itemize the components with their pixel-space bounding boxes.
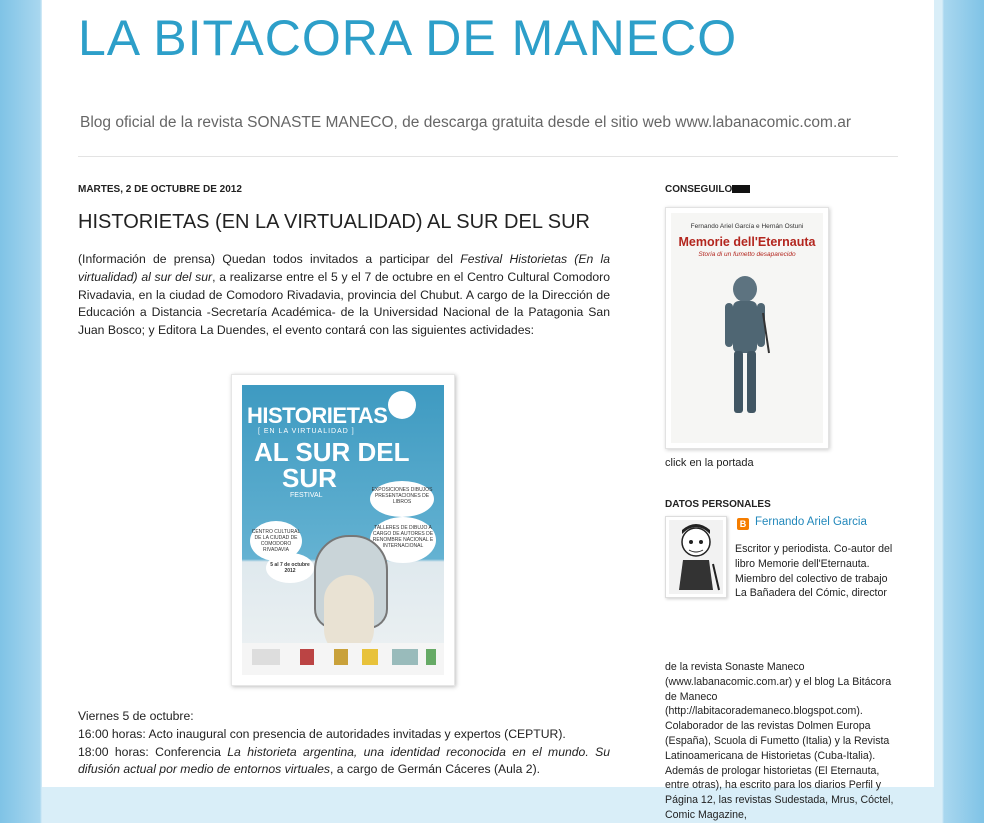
blog-page: [42, 0, 934, 821]
redaction-bar: [732, 185, 750, 193]
poster-line5: FESTIVAL: [290, 492, 323, 499]
post-intro: [78, 251, 610, 340]
sponsor-logo: [334, 649, 348, 665]
cover-title: Memorie dell'Eternauta: [678, 235, 816, 249]
schedule-event-2-title: La historieta argentina, una identidad reconocida en el mundo. Su difusión actual por medio de entornos virtuales: [78, 744, 611, 777]
schedule-event-2: [78, 744, 610, 780]
sidebar: [665, 184, 895, 821]
schedule-event-2-b: , a cargo de Germán Cáceres (Aula 2).: [330, 762, 541, 777]
widget-title-conseguilo-text: CONSEGUILO: [665, 184, 733, 195]
profile-name-link[interactable]: Fernando Ariel Garcia: [755, 516, 867, 528]
cover-eternauta-figure: [719, 273, 771, 423]
book-cover-image: [671, 213, 823, 443]
schedule-day: Viernes 5 de octubre:: [78, 709, 194, 723]
post-title[interactable]: HISTORIETAS (EN LA VIRTUALIDAD) AL SUR DEL SUR: [78, 211, 590, 233]
book-cover-link[interactable]: [665, 207, 829, 449]
main-column: [78, 184, 611, 777]
widget-title-datos-personales: DATOS PERSONALES: [665, 499, 771, 510]
poster-sponsor-logos: [242, 643, 444, 675]
post-schedule: [78, 708, 610, 779]
avatar-caricature-icon: [669, 520, 723, 594]
sponsor-logo: [426, 649, 436, 665]
post-intro-text-a: (Información de prensa) Quedan todos invitados a participar del: [78, 252, 461, 266]
schedule-event-2-a: 18:00 horas: Conferencia: [78, 744, 228, 759]
profile-bio-full: de la revista Sonaste Maneco (www.labanacomic.com.ar) y el blog La Bitácora de Maneco (http://labitacorademaneco.blogspot.com). Colaborador de las revistas Dolmen Europa (España), Scuola di Fumetto (Italia) y la Revista Latinoamericana de Historietas (Cuba-Italia). Además de prologar historietas (El Eternauta, entre otras), ha escrito para los diarios Perfil y Página 12, las revistas Sudestada, Mrus, Cóctel, Comic Magazine,: [665, 661, 894, 821]
cover-authors: Fernando Ariel García e Hernán Ostuni: [690, 223, 804, 230]
post-date: MARTES, 2 DE OCTUBRE DE 2012: [78, 184, 242, 195]
blog-title[interactable]: LA BITACORA DE MANECO: [78, 10, 738, 66]
poster-line3: AL SUR DEL: [254, 437, 410, 467]
poster-line1: HISTORIETAS: [247, 403, 388, 428]
festival-poster[interactable]: [231, 374, 455, 686]
sponsor-logo: [252, 649, 280, 665]
post-intro-festival-name: Festival Historietas (En la virtualidad) al sur del sur: [78, 252, 611, 284]
cover-caption: click en la portada: [665, 457, 754, 469]
blog-description: Blog oficial de la revista SONASTE MANECO, de descarga gratuita desde el sitio web www.labanacomic.com.ar: [80, 114, 852, 131]
poster-bubble-right2: TALLERES DE DIBUJO A CARGO DE AUTORES DE RENOMBRE NACIONAL E INTERNACIONAL: [370, 517, 436, 563]
poster-bubble-left: CENTRO CULTURAL DE LA CIUDAD DE COMODORO RIVADAVIA: [250, 521, 302, 561]
poster-bubble-dates: 5 al 7 de octubre 2012: [266, 553, 314, 583]
widget-title-conseguilo: [665, 184, 895, 195]
profile-bio-side: Escritor y periodista. Co-autor del libro Memorie dell'Eternauta. Miembro del colectivo de trabajo La Bañadera del Cómic, director: [735, 543, 893, 600]
header-divider: [78, 156, 898, 157]
post-intro-text-b: , a realizarse entre el 5 y el 7 de octubre en el Centro Cultural Comodoro Rivadavia, en la ciudad de Comodoro Rivadavia, provincia del Chubut. A cargo de la Dirección de Educación a Distancia -Secretaría Académica- de la Universidad Nacional de la Patagonia San Juan Bosco; y Editora La Duendes, el evento contará con las siguientes actividades:: [78, 269, 611, 338]
cover-subtitle: Storia di un fumetto desaparecido: [698, 251, 796, 258]
sponsor-logo: [300, 649, 314, 665]
sponsor-logo: [392, 649, 418, 665]
poster-line4: SUR: [282, 463, 337, 493]
poster-bubble-right1: EXPOSICIONES DIBUJOS PRESENTACIONES DE LIBROS: [370, 481, 434, 517]
festival-poster-image: [242, 385, 444, 675]
blogger-icon: B: [737, 518, 749, 530]
poster-line2: [ EN LA VIRTUALIDAD ]: [258, 428, 355, 435]
schedule-event-1: 16:00 horas: Acto inaugural con presencia de autoridades invitadas y expertos (CEPTUR).: [78, 726, 566, 741]
badge-icon: [388, 391, 416, 419]
profile-avatar[interactable]: [665, 516, 727, 598]
sponsor-logo: [362, 649, 378, 665]
